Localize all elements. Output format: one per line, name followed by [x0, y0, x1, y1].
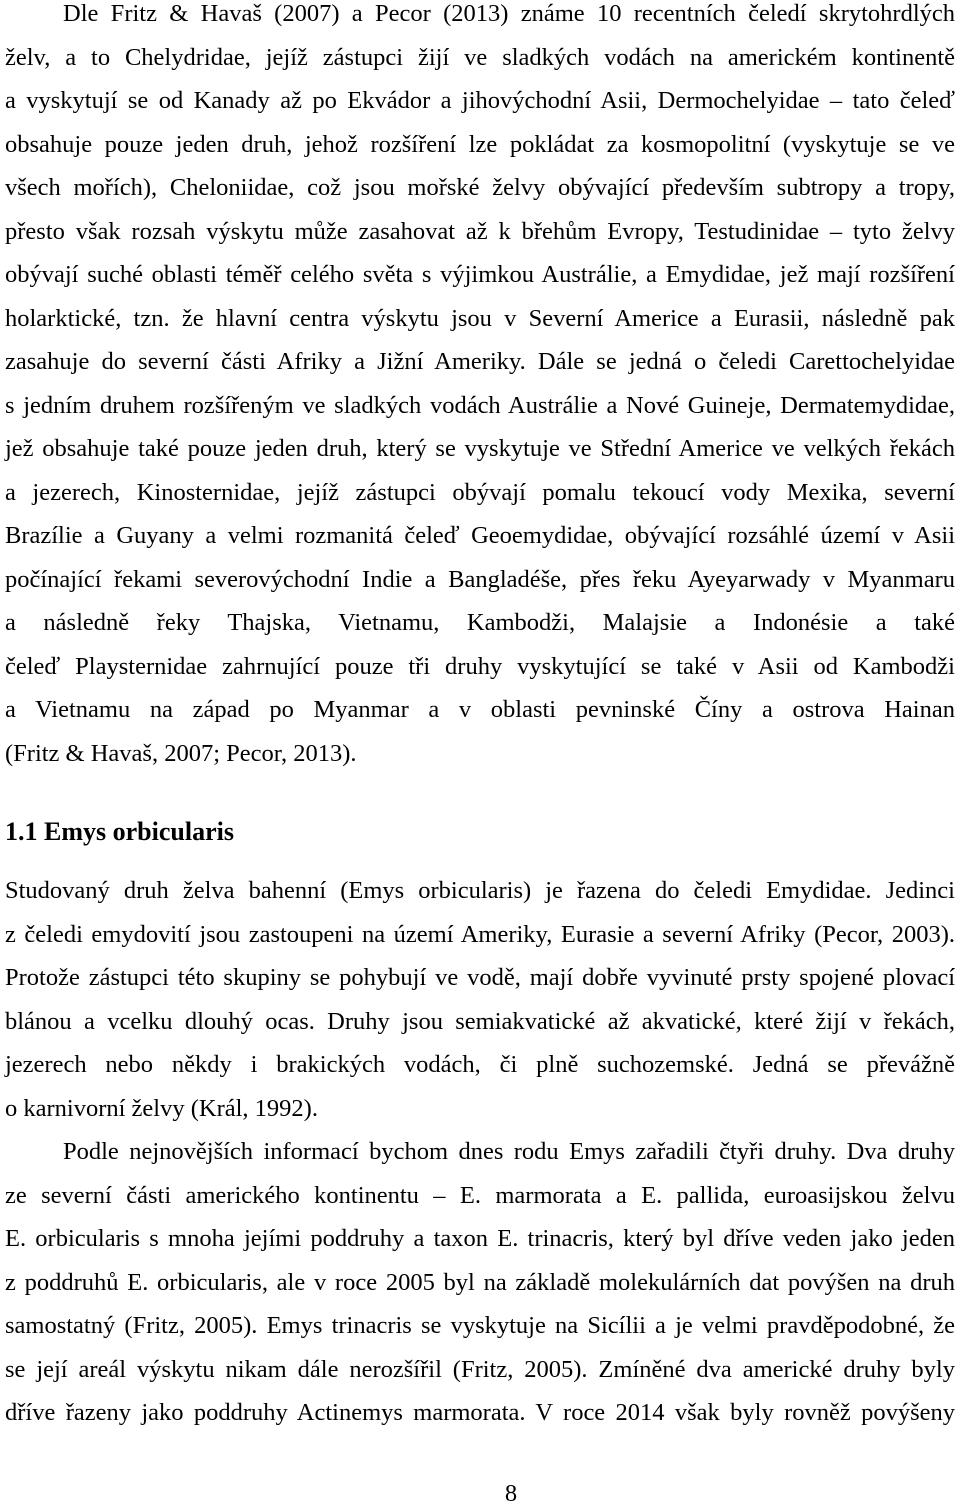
text-line: z čeledi emydovití jsou zastoupeni na území Ameriky, Eurasie a severní Afriky (Pecor, 2003). [5, 920, 955, 948]
paragraph-genus-species [5, 1138, 955, 1443]
text-line: obsahuje pouze jeden druh, jehož rozšíření lze pokládat za kosmopolitní (vyskytuje se ve [5, 130, 955, 158]
text-line: přesto však rozsah výskytu může zasahovat až k břehům Evropy, Testudinidae – tyto želvy [5, 217, 955, 245]
text-line: E. orbicularis s mnoha jejími poddruhy a taxon E. trinacris, který byl dříve veden jako jeden [5, 1225, 955, 1252]
text-line: (Fritz & Havaš, 2007; Pecor, 2013). [5, 739, 357, 767]
text-line: Studovaný druh želva bahenní (Emys orbicularis) je řazena do čeledi Emydidae. Jedinci [5, 877, 955, 904]
text-line: Protože zástupci této skupiny se pohybují ve vodě, mají dobře vyvinuté prsty spojené plovací [5, 964, 955, 991]
text-line: holarktické, tzn. že hlavní centra výskytu jsou v Severní Americe a Eurasii, následně pak [5, 304, 955, 332]
text-line: dříve řazeny jako poddruhy Actinemys marmorata. V roce 2014 však byly rovněž povýšeny [5, 1399, 955, 1426]
text-line: čeleď Playsternidae zahrnující pouze tři druhy vyskytující se také v Asii od Kambodži [5, 652, 955, 680]
text-line: z poddruhů E. orbicularis, ale v roce 2005 byl na základě molekulárních dat povýšen na druh [5, 1268, 955, 1296]
text-line: s jedním druhem rozšířeným ve sladkých vodách Austrálie a Nové Guineje, Dermatemydidae, [5, 391, 955, 419]
text-line: počínající řekami severovýchodní Indie a Bangladéše, přes řeku Ayeyarwady v Myanmaru [5, 565, 955, 593]
text-line: Dle Fritz & Havaš (2007) a Pecor (2013) známe 10 recentních čeledí skrytohrdlých [63, 0, 955, 27]
text-line: blánou a vcelku dlouhý ocas. Druhy jsou semiakvatické až akvatické, které žijí v řekách, [5, 1007, 955, 1035]
text-line: se její areál výskytu nikam dále nerozšířil (Fritz, 2005). Zmíněné dva americké druhy byly [5, 1355, 955, 1383]
text-line: samostatný (Fritz, 2005). Emys trinacris se vyskytuje na Sicílii a je velmi pravděpodobné, že [5, 1312, 955, 1339]
text-line: všech mořích), Cheloniidae, což jsou mořské želvy obývající především subtropy a tropy, [5, 174, 955, 201]
text-line: jež obsahuje také pouze jeden druh, který se vyskytuje ve Střední Americe ve velkých řekách [5, 435, 955, 462]
text-line: o karnivorní želvy (Král, 1992). [5, 1094, 318, 1122]
text-line: a Vietnamu na západ po Myanmar a v oblasti pevninské Číny a ostrova Hainan [5, 696, 955, 723]
text-line: a vyskytují se od Kanady až po Ekvádor a jihovýchodní Asii, Dermochelyidae – tato čeleď [5, 87, 955, 114]
text-line: Brazílie a Guyany a velmi rozmanitá čeleď Geoemydidae, obývající rozsáhlé území v Asii [5, 522, 955, 549]
text-line: Podle nejnovějších informací bychom dnes rodu Emys zařadili čtyři druhy. Dva druhy [63, 1138, 955, 1165]
paragraph-families [5, 0, 955, 783]
text-line: a následně řeky Thajska, Vietnamu, Kambodži, Malajsie a Indonésie a také [5, 609, 955, 636]
text-line: jezerech nebo někdy i brakických vodách, či plně suchozemské. Jedná se převážně [5, 1051, 955, 1078]
text-line: zasahuje do severní části Afriky a Jižní Ameriky. Dále se jedná o čeledi Carettochelyidae [5, 348, 955, 375]
text-line: ze severní části amerického kontinentu – E. marmorata a E. pallida, euroasijskou želvu [5, 1181, 955, 1209]
text-line: a jezerech, Kinosternidae, jejíž zástupci obývají pomalu tekoucí vody Mexika, severní [5, 478, 955, 506]
section-heading: 1.1 Emys orbicularis [5, 817, 234, 846]
text-line: obývají suché oblasti téměř celého světa s výjimkou Austrálie, a Emydidae, jež mají rozšíření [5, 261, 955, 288]
paragraph-species-intro [5, 877, 955, 1138]
page-number: 8 [504, 1480, 518, 1507]
text-line: želv, a to Chelydridae, jejíž zástupci žijí ve sladkých vodách na americkém kontinentě [5, 43, 955, 71]
